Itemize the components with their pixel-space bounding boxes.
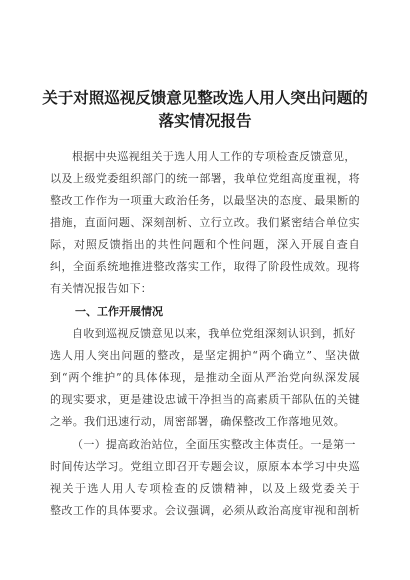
document-title-line-1: 关于对照巡视反馈意见整改选人用人突出问题的: [42, 89, 368, 107]
intro-line-3: 整改工作作为一项重大政治任务，以最坚决的态度、最果断的: [50, 194, 360, 207]
section1-para1-line-2: 选人用人突出问题的整改，是坚定拥护“两个确立”、坚决做: [50, 349, 360, 362]
intro-line-5: 际，对照反馈指出的共性问题和个性问题，深入开展自查自: [50, 238, 360, 251]
intro-line-1: 根据中央巡视组关于选人用人工作的专项检查反馈意见，: [72, 150, 356, 163]
document-title-line-2: 落实情况报告: [158, 112, 252, 130]
section1-para2-line-2: 时间传达学习。党组立即召开专题会议，原原本本学习中央巡: [50, 460, 360, 473]
intro-line-7: 有关情况报告如下：: [50, 282, 153, 295]
intro-line-2: 以及上级党委组织部门的统一部署，我单位党组高度重视，将: [50, 172, 360, 185]
section-heading: 一、工作开展情况: [75, 305, 163, 318]
section1-para2-line-3: 视关于选人用人专项检查的反馈精神，以及上级党委关于: [50, 482, 360, 495]
section1-para2-line-4: 整改工作的具体要求。会议强调，必须从政治高度审视和剖析: [50, 504, 360, 517]
intro-line-6: 纠，全面系统地推进整改落实工作，取得了阶段性成效。现将: [50, 260, 360, 273]
section1-para2-line-1: （一）提高政治站位，全面压实整改主体责任。一是第一: [72, 438, 356, 451]
section1-para1-line-1: 自收到巡视反馈意见以来，我单位党组深刻认识到，抓好: [72, 327, 356, 340]
section1-para1-line-3: 到“两个维护”的具体体现，是推动全面从严治党向纵深发展: [50, 371, 360, 384]
section1-para1-line-4: 的现实要求，更是建设忠诚干净担当的高素质干部队伍的关键: [50, 393, 360, 406]
section1-para1-line-5: 之举。我们迅速行动，周密部署，确保整改工作落地见效。: [50, 415, 346, 428]
intro-line-4: 措施，直面问题、深刻剖析、立行立改。我们紧密结合单位实: [50, 216, 360, 229]
